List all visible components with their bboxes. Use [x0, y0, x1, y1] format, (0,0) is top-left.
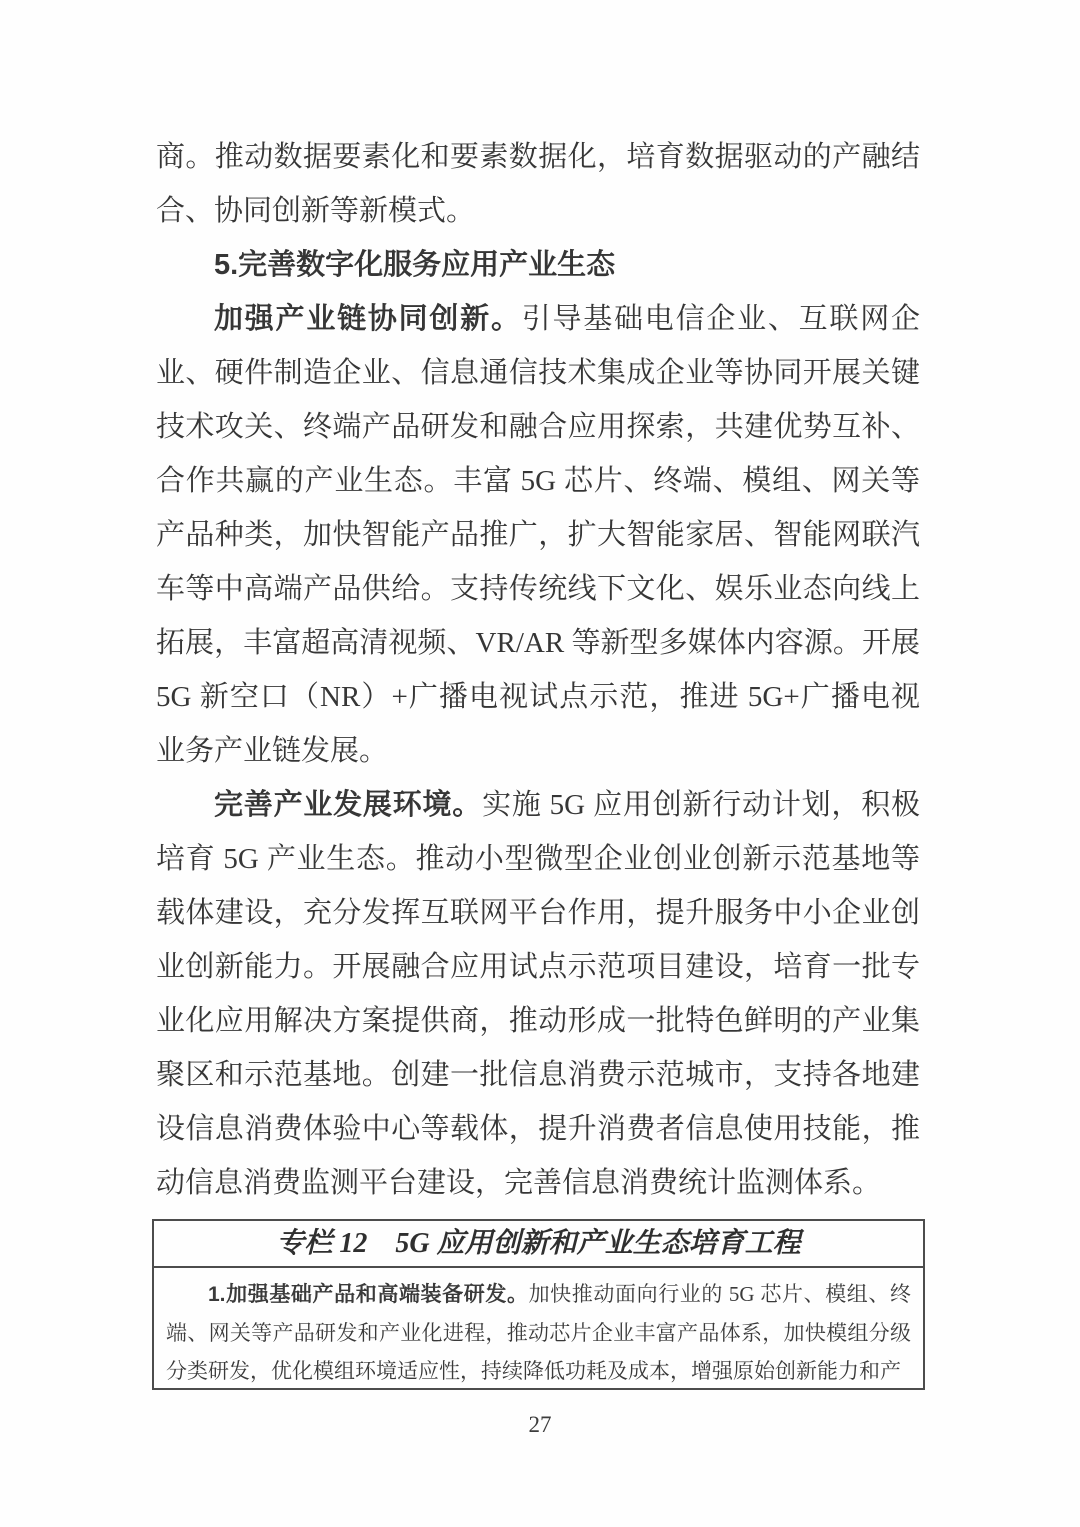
- callout-box-column12: [152, 1219, 925, 1390]
- paragraph-industry-environment-body: 实施 5G 应用创新行动计划，积极培育 5G 产业生态。推动小型微型企业创业创新示范基地等载体建设，充分发挥互联网平台作用，提升服务中小企业创业创新能力。开展融合应用试点示范项目建设，培育一批专业化应用解决方案提供商，推动形成一批特色鲜明的产业集聚区和示范基地。创建一批信息消费示范城市，支持各地建设信息消费体验中心等载体，提升消费者信息使用技能，推动信息消费监测平台建设，完善信息消费统计监测体系。: [156, 789, 920, 1199]
- callout-body: [154, 1268, 923, 1390]
- callout-title: 专栏 12 5G 应用创新和产业生态培育工程: [154, 1221, 923, 1268]
- paragraph-industry-environment-lead: 完善产业发展环境。: [214, 789, 483, 821]
- paragraph-continuation: 商。推动数据要素化和要素数据化，培育数据驱动的产融结合、协同创新等新模式。: [156, 141, 920, 227]
- callout-item-1-body: 加快推动面向行业的 5G 芯片、模组、终端、网关等产品研发和产业化进程，推动芯片企业丰富产品体系，加快模组分级分类研发，优化模组环境适应性，持续降低功耗及成本，增强原始创新能力和产: [166, 1282, 912, 1383]
- body-text-column: [156, 130, 920, 1210]
- page-number: 27: [528, 1412, 552, 1437]
- paragraph-industry-environment: [156, 778, 920, 1210]
- paragraph-industry-chain: [156, 292, 920, 778]
- section-heading: 5.完善数字化服务应用产业生态: [214, 249, 616, 281]
- callout-item-1-lead: 1.加强基础产品和高端装备研发。: [208, 1283, 529, 1306]
- callout-item-1: [166, 1275, 911, 1390]
- paragraph-industry-chain-lead: 加强产业链协同创新。: [214, 303, 522, 335]
- paragraph-industry-chain-body: 引导基础电信企业、互联网企业、硬件制造企业、信息通信技术集成企业等协同开展关键技术攻关、终端产品研发和融合应用探索，共建优势互补、合作共赢的产业生态。丰富 5G 芯片、终端、模组、网关等产品种类，加快智能产品推广，扩大智能家居、智能网联汽车等中高端产品供给。支持传统线下文化、娱乐业态向线上拓展，丰富超高清视频、VR/AR 等新型多媒体内容源。开展 5G 新空口（NR）+广播电视试点示范，推进 5G+广播电视业务产业链发展。: [156, 303, 920, 767]
